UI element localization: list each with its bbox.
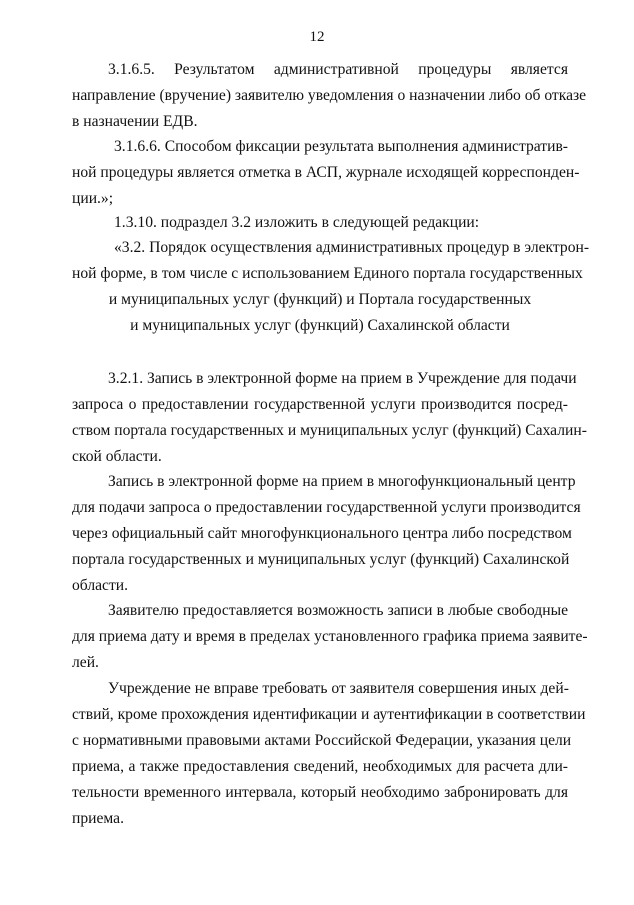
text-line: направление (вручение) заявителю уведомления о назначении либо об отказе	[72, 87, 587, 104]
heading-line: «3.2. Порядок осуществления административных процедур в электрон-	[114, 239, 590, 256]
text-line: ствий, кроме прохождения идентификации и аутентификации в соответствии	[72, 706, 586, 723]
text-line: ством портала государственных и муниципальных услуг (функций) Сахалин-	[72, 422, 587, 439]
text-line: 3.2.1. Запись в электронной форме на прием в Учреждение для подачи	[108, 370, 577, 387]
text-line: в назначении ЕДВ.	[72, 113, 198, 130]
text-line: лей.	[72, 654, 99, 671]
heading-line: ной форме, в том числе с использованием Единого портала государственных	[72, 265, 583, 282]
paragraph-applicant-choice	[72, 598, 588, 676]
text-line: 1.3.10. подраздел 3.2 изложить в следующей редакции:	[114, 214, 480, 231]
text-line: 3.1.6.6. Способом фиксации результата выполнения административ-	[114, 138, 568, 155]
text-line: портала государственных и муниципальных услуг (функций) Сахалинской	[72, 551, 570, 568]
heading-line: и муниципальных услуг (функций) и Портала государственных	[108, 291, 532, 308]
text-line: через официальный сайт многофункционального центра либо посредством	[72, 525, 572, 542]
paragraph-institution-restrictions	[72, 676, 586, 832]
text-line: приема, а также предоставления сведений, необходимых для расчета дли-	[72, 758, 568, 775]
text-line: Запись в электронной форме на прием в многофункциональный центр	[108, 473, 576, 490]
page-number: 12	[309, 29, 325, 45]
text-line: ции.»;	[72, 190, 114, 207]
text-line: Учреждение не вправе требовать от заявителя совершения иных дей-	[108, 680, 569, 697]
text-line: Заявителю предоставляется возможность записи в любые свободные	[108, 602, 568, 619]
text-line: ной процедуры является отметка в АСП, журнале исходящей корреспонден-	[72, 164, 580, 181]
heading-line: и муниципальных услуг (функций) Сахалинской области	[130, 317, 510, 334]
text-line: ской области.	[72, 448, 162, 465]
paragraph-3-1-6-5	[72, 57, 587, 135]
paragraph-3-2-1	[72, 366, 587, 470]
text-line: области.	[72, 577, 129, 594]
text-line: для приема дату и время в пределах установленного графика приема заявите-	[72, 628, 588, 645]
text-line: запроса о предоставлении государственной услуги производится посред-	[72, 396, 568, 413]
paragraph-1-3-10	[72, 210, 568, 236]
text-line: 3.1.6.5. Результатом административной процедуры является	[108, 61, 568, 78]
text-line: для подачи запроса о предоставлении государственной услуги производится	[72, 499, 581, 516]
text-line: приема.	[72, 810, 124, 827]
paragraph-mfc-record	[72, 469, 581, 599]
text-line: с нормативными правовыми актами Российской Федерации, указания цели	[72, 732, 572, 749]
section-heading-3-2	[72, 235, 590, 339]
paragraph-3-1-6-6	[72, 134, 580, 212]
text-line: тельности временного интервала, который необходимо забронировать для	[72, 784, 568, 801]
